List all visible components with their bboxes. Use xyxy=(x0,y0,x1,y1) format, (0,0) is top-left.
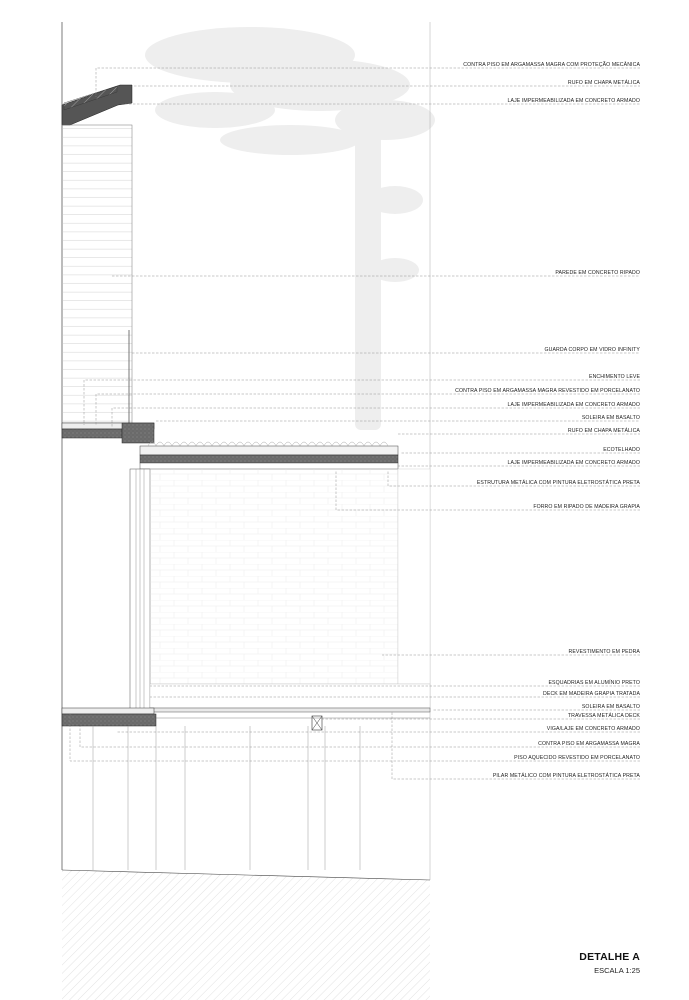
annotation-label: SOLEIRA EM BASALTO xyxy=(581,704,640,710)
tree-silhouette xyxy=(145,27,435,430)
annotation-label: PAREDE EM CONCRETO RIPADO xyxy=(555,270,640,276)
annotation-label: ENCHIMENTO LEVE xyxy=(589,374,640,380)
annotation-label: PILAR METÁLICO COM PINTURA ELETROSTÁTICA PRETA xyxy=(492,773,640,779)
annotation-label: ESQUADRIAS EM ALUMÍNIO PRETO xyxy=(548,680,640,686)
annotation-label: FORRO EM RIPADO DE MADEIRA GRAPIA xyxy=(533,504,640,510)
annotation-label: GUARDA CORPO EM VIDRO INFINITY xyxy=(544,347,640,353)
annotation-label: CONTRA PISO EM ARGAMASSA MAGRA REVESTIDO EM PORCELANATO xyxy=(455,388,640,394)
lower-structure xyxy=(93,726,360,870)
green-roof xyxy=(140,442,398,469)
annotation-label: SOLEIRA EM BASALTO xyxy=(581,415,640,421)
annotation-label: CONTRA PISO EM ARGAMASSA MAGRA xyxy=(538,741,640,747)
annotation-label: ESTRUTURA METÁLICA COM PINTURA ELETROSTÁTICA PRETA xyxy=(476,480,640,486)
annotation-label: RUFO EM CHAPA METÁLICA xyxy=(567,428,640,434)
annotation-label: LAJE IMPERMEABILIZADA EM CONCRETO ARMADO xyxy=(507,402,640,408)
annotation-label: VIGA/LAJE EM CONCRETO ARMADO xyxy=(546,726,640,732)
annotation-label: REVESTIMENTO EM PEDRA xyxy=(568,649,640,655)
annotation-label: RUFO EM CHAPA METÁLICA xyxy=(567,80,640,86)
deck xyxy=(150,684,430,730)
drawing-scale: ESCALA 1:25 xyxy=(594,966,640,975)
annotation-label: CONTRA PISO EM ARGAMASSA MAGRA COM PROTEÇÃO MECÂNICA xyxy=(463,62,640,68)
ground-hatch xyxy=(62,870,430,1000)
drawing-title: DETALHE A xyxy=(579,951,640,963)
metal-column xyxy=(130,469,150,709)
annotation-label: LAJE IMPERMEABILIZADA EM CONCRETO ARMADO xyxy=(507,460,640,466)
annotation-label: DECK EM MADEIRA GRAPIA TRATADA xyxy=(543,691,640,697)
ribbed-concrete-wall xyxy=(62,125,132,423)
upper-slab xyxy=(62,85,132,125)
annotation-label: ECOTELHADO xyxy=(603,447,640,453)
terrace-slab xyxy=(62,423,154,443)
annotation-label: PISO AQUECIDO REVESTIDO EM PORCELANATO xyxy=(514,755,640,761)
annotation-label: TRAVESSA METÁLICA DECK xyxy=(567,713,640,719)
annotation-label: LAJE IMPERMEABILIZADA EM CONCRETO ARMADO xyxy=(507,98,640,104)
stone-cladding xyxy=(150,469,430,684)
